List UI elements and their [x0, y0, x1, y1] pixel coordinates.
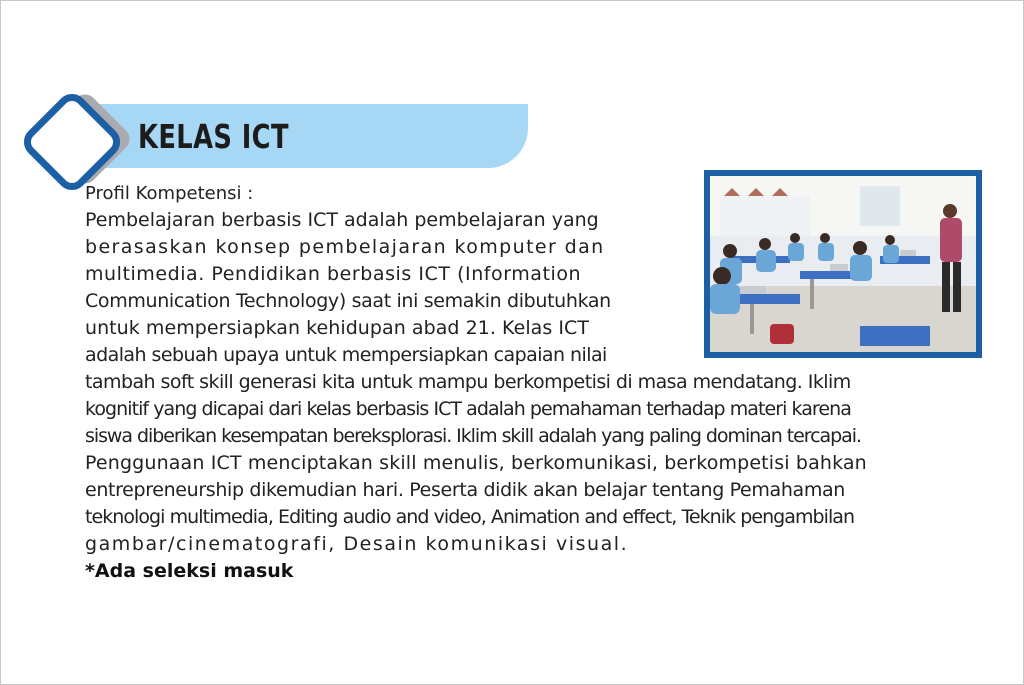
classroom-photo [710, 176, 976, 352]
paragraph-line: siswa diberikan kesempatan bereksplorasi. Iklim skill adalah yang paling dominan tercapai. [85, 425, 861, 447]
paragraph-line: kognitif yang dicapai dari kelas berbasis ICT adalah pemahaman terhadap materi karena [85, 398, 851, 420]
paragraph-line: teknologi multimedia, Editing audio and video, Animation and effect, Teknik pengambilan [85, 506, 855, 528]
paragraph-line: Penggunaan ICT menciptakan skill menulis, berkomunikasi, berkompetisi bahkan [85, 452, 867, 474]
paragraph-line: gambar/cinematografi, Desain komunikasi visual. [85, 533, 629, 555]
paragraph-line: Communication Technology) saat ini semakin dibutuhkan [85, 290, 611, 312]
paragraph-line: adalah sebuah upaya untuk mempersiapkan capaian nilai [85, 344, 607, 366]
paragraph-line: berasaskan konsep pembelajaran komputer dan [85, 236, 605, 258]
page-title: KELAS ICT [138, 117, 289, 156]
paragraph-line: tambah soft skill generasi kita untuk mampu berkompetisi di masa mendatang. Iklim [85, 371, 851, 393]
paragraph-line: multimedia. Pendidikan berbasis ICT (Information [85, 263, 582, 285]
profil-label: Profil Kompetensi : [85, 183, 254, 204]
selection-note: *Ada seleksi masuk [85, 560, 294, 582]
title-band [68, 104, 528, 168]
classroom-photo-frame [704, 170, 982, 358]
paragraph-line: Pembelajaran berbasis ICT adalah pembelajaran yang [85, 209, 599, 231]
paragraph-line: untuk mempersiapkan kehidupan abad 21. Kelas ICT [85, 317, 590, 339]
paragraph-line: entrepreneurship dikemudian hari. Peserta didik akan belajar tentang Pemahaman [85, 479, 845, 501]
